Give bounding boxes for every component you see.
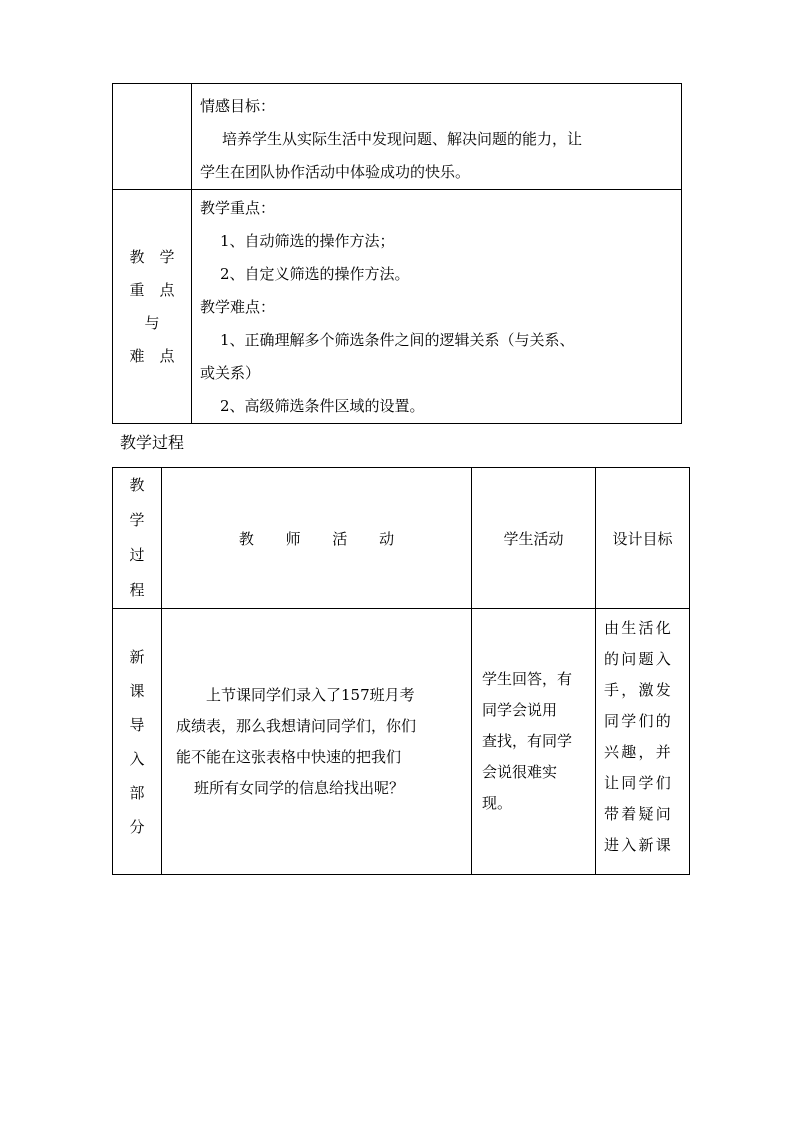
goal-text-line: 同学们的 [604,712,674,730]
header-teacher-cell [162,468,472,609]
student-text-line: 同学会说用 [482,701,558,719]
student-text-line: 现。 [482,794,513,812]
header-stage-char: 程 [129,581,145,599]
header-goal-cell [596,468,690,609]
stage-char: 部 [129,783,145,802]
teacher-text-line: 成绩表，那么我想请问同学们，你们 [176,716,417,735]
teacher-text-line: 能不能在这张表格中快速的把我们 [176,747,402,766]
key-difficulty-content-cell [192,190,682,424]
header-goal: 设计目标 [612,529,673,548]
stage-cell [113,609,162,875]
design-goal-cell [596,609,690,875]
stage-char: 入 [129,749,145,768]
difficulty-item-continued: 或关系） [200,364,261,382]
key-point-item: 2、自定义筛选的操作方法。 [220,265,410,283]
goal-text-line: 进入新课 [604,836,674,854]
emotion-text-line: 学生在团队协作活动中体验成功的快乐。 [200,163,471,181]
student-text-line: 学生回答，有 [482,670,573,688]
goal-text-line: 带着疑问 [604,805,674,823]
emotion-label: 情感目标： [200,97,276,115]
difficulty-item: 1、正确理解多个筛选条件之间的逻辑关系（与关系、 [220,331,575,349]
key-point-item: 1、自动筛选的操作方法； [220,232,395,250]
key-points-label: 教学重点： [200,199,276,217]
label-line: 教 学 [129,247,175,266]
stage-char: 分 [129,817,145,836]
header-stage-cell [113,468,162,609]
goal-text-line: 兴趣，并 [604,743,674,761]
emotion-text-line: 培养学生从实际生活中发现问题、解决问题的能力，让 [222,130,583,148]
goal-text-line: 让同学们 [604,774,674,792]
header-teacher: 教 师 活 动 [238,529,408,548]
header-stage-char: 过 [129,546,145,564]
key-difficulty-label-cell [113,190,192,424]
label-line: 与 [144,313,160,332]
objectives-empty-cell [113,84,192,190]
teacher-text-line: 班所有女同学的信息给找出呢？ [194,778,405,797]
header-stage-char: 学 [129,511,145,529]
student-text-line: 会说很难实 [482,763,558,781]
goal-text-line: 由生活化 [604,619,674,637]
stage-char: 导 [129,715,145,734]
difficulty-item: 2、高级筛选条件区域的设置。 [220,397,425,415]
emotion-objective-cell [192,84,682,190]
header-student-cell [472,468,596,609]
stage-char: 新 [129,647,145,666]
process-table [112,467,690,875]
difficulty-label: 教学难点： [200,298,276,316]
label-line: 重 点 [129,280,175,299]
objectives-table [112,83,682,424]
teacher-text-line: 上节课同学们录入了157班月考 [206,685,415,704]
goal-text-line: 手，激发 [604,681,674,699]
label-line: 难 点 [129,346,175,365]
section-title: 教学过程 [120,433,185,452]
student-text-line: 查找，有同学 [482,732,573,750]
goal-text-line: 的问题入 [604,650,674,668]
stage-char: 课 [129,681,145,700]
student-activity-cell [472,609,596,875]
header-stage-char: 教 [129,476,145,494]
header-student: 学生活动 [503,529,564,548]
teacher-activity-cell [162,609,472,875]
